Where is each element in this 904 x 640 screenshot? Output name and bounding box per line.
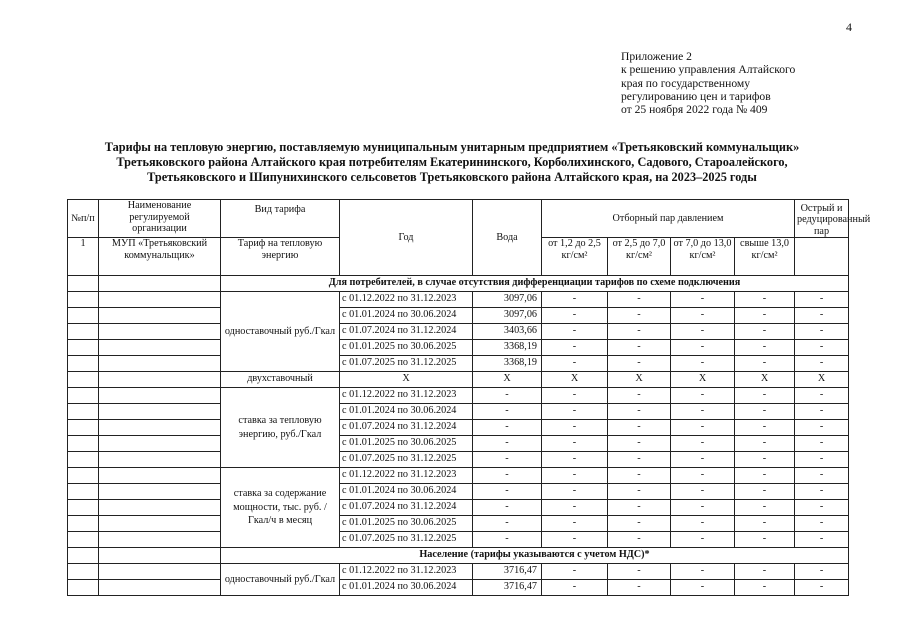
dash-cell: -: [608, 580, 671, 596]
period-cell: с 01.07.2024 по 31.12.2024: [340, 324, 473, 340]
empty-cell: [68, 468, 99, 484]
dash-cell: -: [735, 580, 795, 596]
period-cell: с 01.01.2024 по 30.06.2024: [340, 404, 473, 420]
dash-cell: -: [671, 356, 735, 372]
period-cell: с 01.12.2022 по 31.12.2023: [340, 388, 473, 404]
period-cell: с 01.01.2024 по 30.06.2024: [340, 580, 473, 596]
dash-cell: -: [542, 532, 608, 548]
dash-cell: -: [473, 452, 542, 468]
empty-cell: [99, 276, 221, 292]
x-cell: X: [340, 372, 473, 388]
dash-cell: -: [795, 292, 849, 308]
tariff-table: [67, 199, 871, 596]
empty-cell: [68, 388, 99, 404]
dash-cell: -: [473, 420, 542, 436]
x-cell: X: [671, 372, 735, 388]
dash-cell: -: [608, 436, 671, 452]
dash-cell: -: [473, 388, 542, 404]
dash-cell: -: [608, 500, 671, 516]
dash-cell: -: [542, 452, 608, 468]
empty-cell: [99, 452, 221, 468]
org-name: МУП «Третьяковский коммунальщик»: [99, 238, 221, 276]
dash-cell: -: [795, 308, 849, 324]
dash-cell: -: [671, 292, 735, 308]
header-steam-4: свыше 13,0 кг/см²: [735, 238, 795, 276]
dash-cell: -: [735, 484, 795, 500]
dash-cell: -: [542, 356, 608, 372]
table-row: [68, 452, 849, 468]
period-cell: с 01.12.2022 по 31.12.2023: [340, 468, 473, 484]
section-row: [68, 548, 849, 564]
dash-cell: -: [671, 468, 735, 484]
period-cell: с 01.07.2025 по 31.12.2025: [340, 532, 473, 548]
empty-cell: [99, 548, 221, 564]
period-cell: с 01.07.2024 по 31.12.2024: [340, 420, 473, 436]
period-cell: с 01.07.2025 по 31.12.2025: [340, 452, 473, 468]
dash-cell: -: [473, 468, 542, 484]
table-row: [68, 324, 849, 340]
dash-cell: -: [608, 484, 671, 500]
dash-cell: -: [671, 452, 735, 468]
empty-cell: [99, 356, 221, 372]
dash-cell: -: [735, 532, 795, 548]
header-steam-2: от 2,5 до 7,0 кг/см²: [608, 238, 671, 276]
empty-cell: [99, 340, 221, 356]
dash-cell: -: [473, 404, 542, 420]
empty-cell: [99, 404, 221, 420]
dash-cell: -: [473, 484, 542, 500]
period-cell: с 01.07.2024 по 31.12.2024: [340, 500, 473, 516]
empty-cell: [68, 420, 99, 436]
dash-cell: -: [542, 436, 608, 452]
dash-cell: -: [795, 452, 849, 468]
table-row: [68, 564, 849, 580]
dash-cell: -: [795, 388, 849, 404]
dash-cell: -: [735, 420, 795, 436]
dash-cell: -: [473, 516, 542, 532]
table-row: [68, 516, 849, 532]
dash-cell: -: [671, 436, 735, 452]
empty-cell: [68, 404, 99, 420]
dash-cell: -: [671, 484, 735, 500]
group-energy-rate: ставка за тепловую энергию, руб./Гкал: [221, 388, 340, 468]
title-line: Третьяковского района Алтайского края потребителям Екатерининского, Корболихинского, Садового, Староалейского,: [116, 155, 788, 169]
dash-cell: -: [735, 468, 795, 484]
dash-cell: -: [473, 500, 542, 516]
group-capacity-rate: ставка за содержание мощности, тыс. руб. /Гкал/ч в месяц: [221, 468, 340, 548]
dash-cell: -: [542, 420, 608, 436]
empty-cell: [99, 372, 221, 388]
dash-cell: -: [795, 532, 849, 548]
dash-cell: -: [735, 452, 795, 468]
empty-cell: [99, 468, 221, 484]
table-row: [68, 356, 849, 372]
water-value: 3716,47: [473, 580, 542, 596]
dash-cell: -: [608, 404, 671, 420]
dash-cell: -: [735, 404, 795, 420]
dash-cell: -: [795, 404, 849, 420]
period-cell: с 01.01.2025 по 30.06.2025: [340, 516, 473, 532]
appendix-line: от 25 ноября 2022 года № 409: [621, 103, 768, 117]
x-cell: X: [795, 372, 849, 388]
water-value: 3097,06: [473, 292, 542, 308]
dash-cell: -: [542, 580, 608, 596]
x-cell: X: [608, 372, 671, 388]
table-row: [68, 500, 849, 516]
dash-cell: -: [671, 388, 735, 404]
empty-cell: [99, 292, 221, 308]
period-cell: с 01.12.2022 по 31.12.2023: [340, 564, 473, 580]
header-sharp: Острый и редуцированный пар: [795, 200, 849, 238]
dash-cell: -: [608, 324, 671, 340]
dash-cell: -: [795, 500, 849, 516]
dash-cell: -: [671, 516, 735, 532]
dash-cell: -: [795, 356, 849, 372]
empty-cell: [68, 532, 99, 548]
empty-cell: [68, 292, 99, 308]
appendix-line: регулированию цен и тарифов: [621, 89, 771, 103]
period-cell: с 01.01.2024 по 30.06.2024: [340, 308, 473, 324]
title-line: Третьяковского и Шипунихинского сельсоветов Третьяковского района Алтайского края, на 2023–2025 годы: [147, 170, 757, 184]
empty-cell: [99, 324, 221, 340]
dash-cell: -: [795, 340, 849, 356]
row-num: 1: [68, 238, 99, 276]
empty-cell: [99, 516, 221, 532]
empty-cell: [99, 308, 221, 324]
table-row: [68, 404, 849, 420]
dash-cell: -: [735, 292, 795, 308]
water-value: 3716,47: [473, 564, 542, 580]
table-row: [68, 532, 849, 548]
header-year: Год: [340, 200, 473, 276]
empty-cell: [68, 580, 99, 596]
dash-cell: -: [542, 500, 608, 516]
dash-cell: -: [542, 468, 608, 484]
dash-cell: -: [735, 564, 795, 580]
period-cell: с 01.12.2022 по 31.12.2023: [340, 292, 473, 308]
dash-cell: -: [542, 308, 608, 324]
table-row: [68, 420, 849, 436]
dash-cell: -: [671, 532, 735, 548]
empty-cell: [68, 452, 99, 468]
dash-cell: -: [795, 484, 849, 500]
empty-cell: [68, 276, 99, 292]
dash-cell: -: [735, 340, 795, 356]
table-row: [68, 468, 849, 484]
table-row: [68, 372, 849, 388]
table-row: [68, 340, 849, 356]
document-title: [60, 140, 844, 185]
empty-cell: [99, 436, 221, 452]
header-org: Наименование регулируемой организации: [99, 200, 221, 238]
dash-cell: -: [735, 324, 795, 340]
dash-cell: -: [608, 356, 671, 372]
empty-cell: [68, 484, 99, 500]
table-row: [68, 484, 849, 500]
group-two-part: двухставочный: [221, 372, 340, 388]
period-cell: с 01.01.2025 по 30.06.2025: [340, 340, 473, 356]
dash-cell: -: [671, 340, 735, 356]
appendix-line: Приложение 2: [621, 50, 692, 63]
dash-cell: -: [608, 564, 671, 580]
dash-cell: -: [735, 356, 795, 372]
header-steam: Отборный пар давлением: [542, 200, 795, 238]
dash-cell: -: [542, 388, 608, 404]
empty-cell: [99, 420, 221, 436]
water-value: 3368,19: [473, 356, 542, 372]
empty-cell: [68, 324, 99, 340]
table-row: [68, 308, 849, 324]
empty-cell: [99, 500, 221, 516]
dash-cell: -: [671, 500, 735, 516]
period-cell: с 01.01.2024 по 30.06.2024: [340, 484, 473, 500]
dash-cell: -: [542, 292, 608, 308]
dash-cell: -: [473, 436, 542, 452]
empty-cell: [68, 436, 99, 452]
empty-cell: [99, 564, 221, 580]
dash-cell: -: [608, 340, 671, 356]
section-consumers: Для потребителей, в случае отсутствия дифференциации тарифов по схеме подключения: [221, 276, 849, 292]
group-single: одноставочный руб./Гкал: [221, 292, 340, 372]
section-population: Население (тарифы указываются с учетом НДС)*: [221, 548, 849, 564]
table-row: [68, 580, 849, 596]
water-value: 3403,66: [473, 324, 542, 340]
dash-cell: -: [608, 468, 671, 484]
header-water: Вода: [473, 200, 542, 276]
dash-cell: -: [608, 292, 671, 308]
header-tariff-type: Вид тарифа: [221, 200, 340, 238]
empty-cell: [99, 484, 221, 500]
page-number: 4: [846, 20, 852, 34]
dash-cell: -: [671, 420, 735, 436]
period-cell: с 01.01.2025 по 30.06.2025: [340, 436, 473, 452]
water-value: 3368,19: [473, 340, 542, 356]
dash-cell: -: [795, 516, 849, 532]
empty-cell: [68, 548, 99, 564]
table-row: [68, 292, 849, 308]
empty-cell: [68, 356, 99, 372]
tariff-name: Тариф на тепловую энергию: [221, 238, 340, 276]
x-cell: X: [735, 372, 795, 388]
dash-cell: -: [608, 420, 671, 436]
dash-cell: -: [608, 452, 671, 468]
dash-cell: -: [735, 388, 795, 404]
empty-cell: [68, 500, 99, 516]
dash-cell: -: [608, 516, 671, 532]
header-sharp-cont: [795, 238, 849, 276]
dash-cell: -: [735, 436, 795, 452]
dash-cell: -: [542, 324, 608, 340]
dash-cell: -: [795, 564, 849, 580]
dash-cell: -: [735, 516, 795, 532]
dash-cell: -: [608, 388, 671, 404]
period-cell: с 01.07.2025 по 31.12.2025: [340, 356, 473, 372]
header-steam-1: от 1,2 до 2,5 кг/см²: [542, 238, 608, 276]
dash-cell: -: [795, 324, 849, 340]
x-cell: X: [542, 372, 608, 388]
dash-cell: -: [542, 564, 608, 580]
dash-cell: -: [542, 404, 608, 420]
dash-cell: -: [795, 436, 849, 452]
appendix-line: края по государственному: [621, 76, 751, 90]
dash-cell: -: [671, 580, 735, 596]
table-row: [68, 436, 849, 452]
dash-cell: -: [608, 532, 671, 548]
dash-cell: -: [671, 564, 735, 580]
dash-cell: -: [473, 532, 542, 548]
dash-cell: -: [542, 484, 608, 500]
title-line: Тарифы на тепловую энергию, поставляемую муниципальным унитарным предприятием «Третьяковский коммунальщик»: [104, 140, 800, 154]
dash-cell: -: [671, 308, 735, 324]
x-cell: X: [473, 372, 542, 388]
dash-cell: -: [735, 308, 795, 324]
empty-cell: [68, 372, 99, 388]
header-num: №п/п: [68, 200, 99, 238]
dash-cell: -: [735, 500, 795, 516]
dash-cell: -: [671, 404, 735, 420]
empty-cell: [68, 340, 99, 356]
group-population-single: одноставочный руб./Гкал: [221, 564, 340, 596]
dash-cell: -: [795, 420, 849, 436]
dash-cell: -: [608, 308, 671, 324]
table-row: [68, 388, 849, 404]
header-steam-3: от 7,0 до 13,0 кг/см²: [671, 238, 735, 276]
empty-cell: [68, 516, 99, 532]
empty-cell: [99, 532, 221, 548]
appendix-note: [621, 50, 795, 116]
empty-cell: [99, 388, 221, 404]
empty-cell: [99, 580, 221, 596]
section-row: [68, 276, 849, 292]
empty-cell: [68, 308, 99, 324]
empty-cell: [68, 564, 99, 580]
appendix-line: к решению управления Алтайского: [621, 63, 796, 77]
dash-cell: -: [542, 516, 608, 532]
dash-cell: -: [671, 324, 735, 340]
dash-cell: -: [542, 340, 608, 356]
dash-cell: -: [795, 468, 849, 484]
dash-cell: -: [795, 580, 849, 596]
water-value: 3097,06: [473, 308, 542, 324]
